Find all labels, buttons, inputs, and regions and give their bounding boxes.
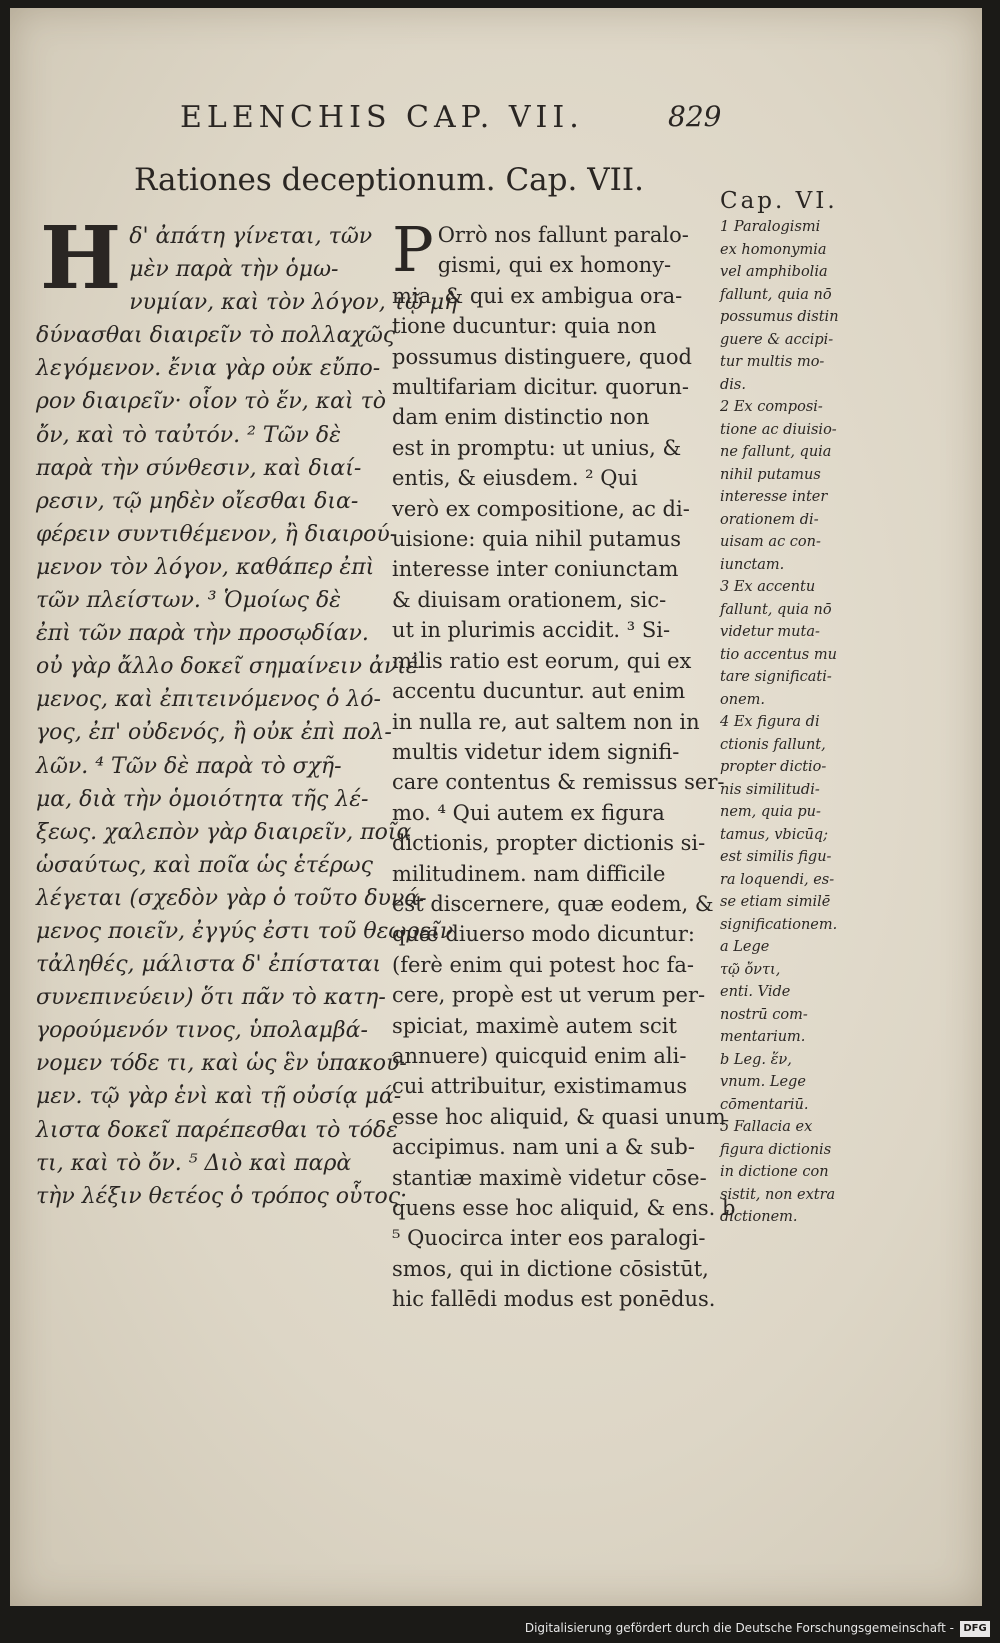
margin-note-line: orationem di- [720,511,819,528]
margin-note-line: 5 Fallacia ex [720,1119,813,1135]
latin-text-line: uisione: quia nihil putamus [392,527,681,552]
latin-text-line: (ferè enim qui potest hoc fa- [392,952,694,977]
latin-text-line: annuere) quicquid enim ali- [392,1043,687,1068]
latin-text-line: est in promptu: ut unius, & [392,435,682,460]
latin-text-line: milis ratio est eorum, qui ex [392,648,692,673]
greek-text-line: μα, διὰ τὴν ὁμοιότητα τῆς λέ- [36,786,369,812]
greek-text-line: ρεσιν, τῷ μηδὲν οἴεσθαι δια- [36,488,359,514]
greek-text-line: ρον διαιρεῖν· οἷον τὸ ἕν, καὶ τὸ [36,389,387,415]
greek-text-line: τῶν πλείστων. ³ Ὁμοίως δὲ [36,588,341,614]
latin-text-line: accipimus. nam uni a & sub- [392,1135,695,1160]
margin-note-line: a Lege [720,939,770,955]
greek-text-line: συνεπινεύειν) ὅτι πᾶν τὸ κατη- [36,985,386,1011]
greek-text-line: παρὰ τὴν σύνθεσιν, καὶ διαί- [36,455,362,481]
margin-note-line: in dictione con [720,1164,829,1180]
latin-drop-initial: P [392,213,434,286]
latin-text-line: dam enim distinctio non [392,405,650,430]
margin-note-line: videtur muta- [720,624,820,640]
latin-text-line: militudinem. nam difficile [392,861,666,886]
latin-text-line: Orrò nos fallunt paralo- [437,223,689,247]
margin-note-line: mentarium. [720,1029,806,1045]
latin-text-line: hic fallēdi modus est ponēdus. [392,1287,716,1312]
margin-note-line: figura dictionis [720,1141,832,1158]
greek-text-line: ὄν, καὶ τὸ ταὐτόν. ² Τῶν δὲ [36,422,341,448]
latin-text-line: entis, & eiusdem. ² Qui [392,466,638,491]
footer-credit: Digitalisierung gefördert durch die Deutsche Forschungsgemeinschaft - [524,1621,954,1635]
margin-note-line: tio accentus mu [720,646,837,663]
latin-text-line: in nulla re, aut saltem non in [392,709,700,734]
margin-note-line: guere & accipi- [720,331,834,348]
margin-note-line: sistit, non extra [720,1186,836,1203]
greek-text-line: μεν. τῷ γὰρ ἑνὶ καὶ τῇ οὐσίᾳ μά- [36,1084,402,1110]
greek-text-line: οὐ γὰρ ἄλλο δοκεῖ σημαίνειν ἀνιέ- [36,654,426,680]
margin-note-line: propter dictio- [720,759,827,775]
greek-text-line: δ' ἀπάτη γίνεται, τῶν [129,224,373,249]
margin-note-line: tamus, vbicūq; [720,826,828,843]
latin-text-line: verò ex compositione, ac di- [392,496,690,521]
marginal-notes [720,186,890,1229]
latin-text-line: cui attribuitur, existimamus [392,1074,688,1099]
latin-text-line: mo. ⁴ Qui autem ex figura [392,800,665,825]
margin-note-line: ex homonymia [720,241,827,258]
latin-text-line: & diuisam orationem, sic- [392,587,667,612]
latin-text-line: stantiæ maximè videtur cōse- [392,1165,707,1190]
greek-text-column [36,208,458,1213]
greek-text-line: λιστα δοκεῖ παρέπεσθαι τὸ τόδε [36,1117,398,1143]
latin-text-line: possumus distinguere, quod [392,344,692,369]
margin-note-line: tur multis mo- [720,354,825,370]
greek-text-line: λέγεται (σχεδὸν γὰρ ὁ τοῦτο δυνά- [36,885,427,911]
margin-note-line: possumus distin [720,309,839,325]
margin-note-line: ra loquendi, es- [720,871,835,888]
greek-text-line: δύνασθαι διαιρεῖν τὸ πολλαχῶς [36,323,396,349]
greek-text-line: λῶν. ⁴ Τῶν δὲ παρὰ τὸ σχῆ- [36,753,342,779]
margin-note-line: enti. Vide [720,984,791,1000]
greek-drop-initial: H [40,208,122,309]
latin-text-line: quæ diuerso modo dicuntur: [392,922,695,947]
latin-text-line: ut in plurimis accidit. ³ Si- [392,618,671,643]
margin-note-line: τῷ ὄντι, [720,961,781,978]
margin-lines [720,216,890,1229]
greek-text-line: νυμίαν, καὶ τὸν λόγον, τῷ μὴ [129,290,458,316]
latin-text-line: smos, qui in dictione cōsistūt, [392,1256,709,1281]
margin-note-line: tare significati- [720,669,832,685]
margin-note-line: significationem. [720,916,838,933]
margin-note-line: fallunt, quia nō [720,286,832,303]
latin-text-line: ⁵ Quocirca inter eos paralogi- [392,1226,706,1251]
latin-text-line: interesse inter coniunctam [392,557,679,582]
margin-note-line: 3 Ex accentu [720,579,816,595]
book-page [10,8,982,1606]
greek-text-line: μὲν παρὰ τὴν ὁμω- [129,257,339,283]
margin-note-line: b Leg. ἕν, [720,1051,792,1068]
margin-note-line: ne fallunt, quia [720,444,832,460]
greek-text-line: φέρειν συντιθέμενον, ἢ διαιρού- [36,521,398,547]
margin-note-line: vel amphibolia [720,264,828,280]
chapter-title: Rationes deceptionum. Cap. VII. [134,162,644,198]
greek-text-line: τι, καὶ τὸ ὄν. ⁵ Διὸ καὶ παρὰ [36,1150,352,1176]
latin-text-line: multifariam dicitur. quorun- [392,375,689,400]
greek-text-line: ὡσαύτως, καὶ ποῖα ὡς ἑτέρως [36,852,373,878]
page-number: 829 [668,100,722,133]
latin-text-column [392,213,736,1315]
latin-text-line: spiciat, maximè autem scit [392,1013,677,1038]
greek-text-line: μενος, καὶ ἐπιτεινόμενος ὁ λό- [36,687,381,713]
margin-note-line: nostrū com- [720,1006,808,1023]
greek-text-line: γος, ἐπ' οὐδενός, ἢ οὐκ ἐπὶ πολ- [36,720,392,746]
running-head [180,100,780,140]
greek-text-line: τὴν λέξιν θετέος ὁ τρόπος οὗτος· [36,1183,408,1209]
margin-note-line: 1 Paralogismi [720,219,821,235]
greek-text-line: τἀληθές, μάλιστα δ' ἐπίσταται [36,952,382,978]
margin-note-line: iunctam. [720,556,785,573]
digitization-footer [0,1618,1000,1643]
latin-text-line: mia, & qui ex ambigua ora- [392,283,683,308]
greek-text-line: λεγόμενον. ἔνια γὰρ οὐκ εὔπο- [36,356,381,382]
margin-note-line: interesse inter [720,489,828,505]
margin-note-line: vnum. Lege [720,1074,806,1090]
greek-lines [36,208,458,1213]
margin-note-line: dictionem. [720,1209,798,1225]
latin-text-line: gismi, qui ex homony- [437,253,672,278]
latin-text-line: multis videtur idem signifi- [392,739,680,764]
margin-note-line: est similis figu- [720,849,832,865]
greek-text-line: ἐπὶ τῶν παρὰ τὴν προσῳδίαν. [36,621,369,647]
latin-text-line: tione ducuntur: quia non [392,314,657,339]
latin-lines [392,213,736,1315]
latin-text-line: cere, propè est ut verum per- [392,983,706,1008]
margin-note-line: ctionis fallunt, [720,736,826,753]
greek-text-line: γορούμενόν τινος, ὑπολαμβά- [36,1018,368,1044]
margin-note-line: onem. [720,691,766,708]
greek-text-line: ξεως. χαλεπὸν γὰρ διαιρεῖν, ποῖα [36,819,412,845]
margin-note-line: fallunt, quia nō [720,601,832,618]
margin-note-line: 2 Ex composi- [720,399,823,415]
margin-note-line: 4 Ex figura di [720,714,820,730]
margin-note-line: uisam ac con- [720,534,821,550]
latin-text-line: care contentus & remissus ser- [392,770,725,795]
margin-note-line: cōmentariū. [720,1096,809,1113]
running-head-title: ELENCHIS CAP. VII. [180,100,584,135]
margin-note-line: tione ac diuisio- [720,421,837,438]
latin-text-line: accentu ducuntur. aut enim [392,679,686,704]
margin-note-line: nem, quia pu- [720,804,821,820]
latin-text-line: esse hoc aliquid, & quasi unum [392,1104,726,1129]
margin-note-line: se etiam similē [720,894,831,910]
margin-chapter-heading: Cap. VI. [720,188,838,214]
margin-note-line: nis similitudi- [720,781,820,798]
latin-text-line: est discernere, quæ eodem, & [392,891,714,916]
dfg-logo: DFG [960,1621,990,1637]
greek-text-line: μενον τὸν λόγον, καθάπερ ἐπὶ [36,554,375,580]
latin-text-line: quens esse hoc aliquid, & ens. b [392,1196,736,1220]
margin-note-line: dis. [720,376,746,393]
greek-text-line: μενος ποιεῖν, ἐγγύς ἐστι τοῦ θεωρεῖν [36,918,454,944]
greek-text-line: νομεν τόδε τι, καὶ ὡς ἓν ὑπακού- [36,1051,407,1077]
latin-text-line: dictionis, propter dictionis si- [392,831,706,856]
margin-note-line: nihil putamus [720,466,821,483]
